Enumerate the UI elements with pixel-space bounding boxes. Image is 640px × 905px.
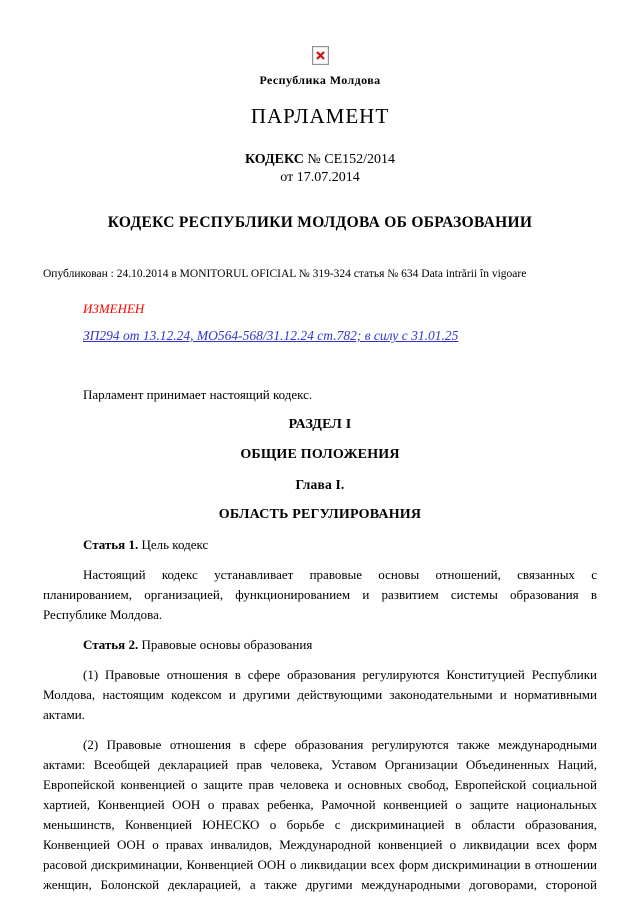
chapter-title: ОБЛАСТЬ РЕГУЛИРОВАНИЯ: [218, 507, 422, 522]
article-1-paragraph: Настоящий кодекс устанавливает правовые основы отношений, связанных с планированием, организацией, функционированием и развитием системы образования в Республике Молдова.: [43, 567, 597, 622]
article-2: [43, 635, 597, 895]
code-number: № СЕ152/2014: [307, 152, 396, 167]
article-1-title: Цель кодекс: [141, 537, 209, 552]
article-2-paragraph-1: (1) Правовые отношения в сфере образования регулируются Конституцией Республики Молдова, настоящим кодексом и другими действующими законодательными и нормативными актами.: [43, 667, 597, 722]
code-label: КОДЕКС: [244, 152, 304, 167]
code-number-line: [43, 152, 597, 168]
red-x-glyph: [316, 51, 325, 60]
article-2-heading: [43, 635, 597, 655]
section-title: ОБЩИЕ ПОЛОЖЕНИЯ: [240, 447, 400, 462]
chapter-label: Глава I.: [295, 477, 345, 492]
article-1-label: Статья 1.: [83, 537, 139, 552]
article-1: [43, 535, 597, 625]
document-title: КОДЕКС РЕСПУБЛИКИ МОЛДОВА ОБ ОБРАЗОВАНИИ: [107, 214, 533, 231]
amendment-status: ИЗМЕНЕН: [83, 301, 145, 316]
amendment-link[interactable]: ЗП294 от 13.12.24, МО564-568/31.12.24 ст.782; в силу с 31.01.25: [83, 328, 459, 343]
section-label: РАЗДЕЛ I: [288, 417, 352, 432]
amendment-link-line: [83, 327, 597, 345]
country-name: Республика Молдова: [259, 73, 381, 87]
article-2-label: Статья 2.: [83, 637, 139, 652]
publication-line: Опубликован : 24.10.2014 в MONITORUL OFICIAL № 319-324 статья № 634 Data intrării în vigoare: [43, 268, 527, 280]
article-2-paragraph-2: (2) Правовые отношения в сфере образования регулируются также международными актами: Всеобщей декларацией прав человека, Уставом Организации Объединенных Наций, Европейской конвенцией о защите прав человека и основных свобод, Европейской социальной хартией, Конвенцией ООН о правах ребенка, Рамочной конвенцией о защите национальных меньшинств, Конвенцией ЮНЕСКО о борьбе с дискриминацией в области образования, Конвенцией ООН о правах инвалидов, Международной конвенцией о ликвидации всех форм расовой дискриминации, Конвенцией ООН о ликвидации всех форм дискриминации в отношении женщин, Болонской декларацией, а также другими международными договорами, стороной: [43, 737, 597, 892]
code-date-line: от 17.07.2014: [280, 170, 360, 185]
intro-paragraph: Парламент принимает настоящий кодекс.: [83, 387, 313, 402]
article-1-heading: [43, 535, 597, 555]
institution-name: ПАРЛАМЕНТ: [250, 104, 390, 128]
broken-image-icon: [312, 46, 329, 65]
document-page: [0, 46, 640, 895]
article-2-title: Правовые основы образования: [141, 637, 313, 652]
